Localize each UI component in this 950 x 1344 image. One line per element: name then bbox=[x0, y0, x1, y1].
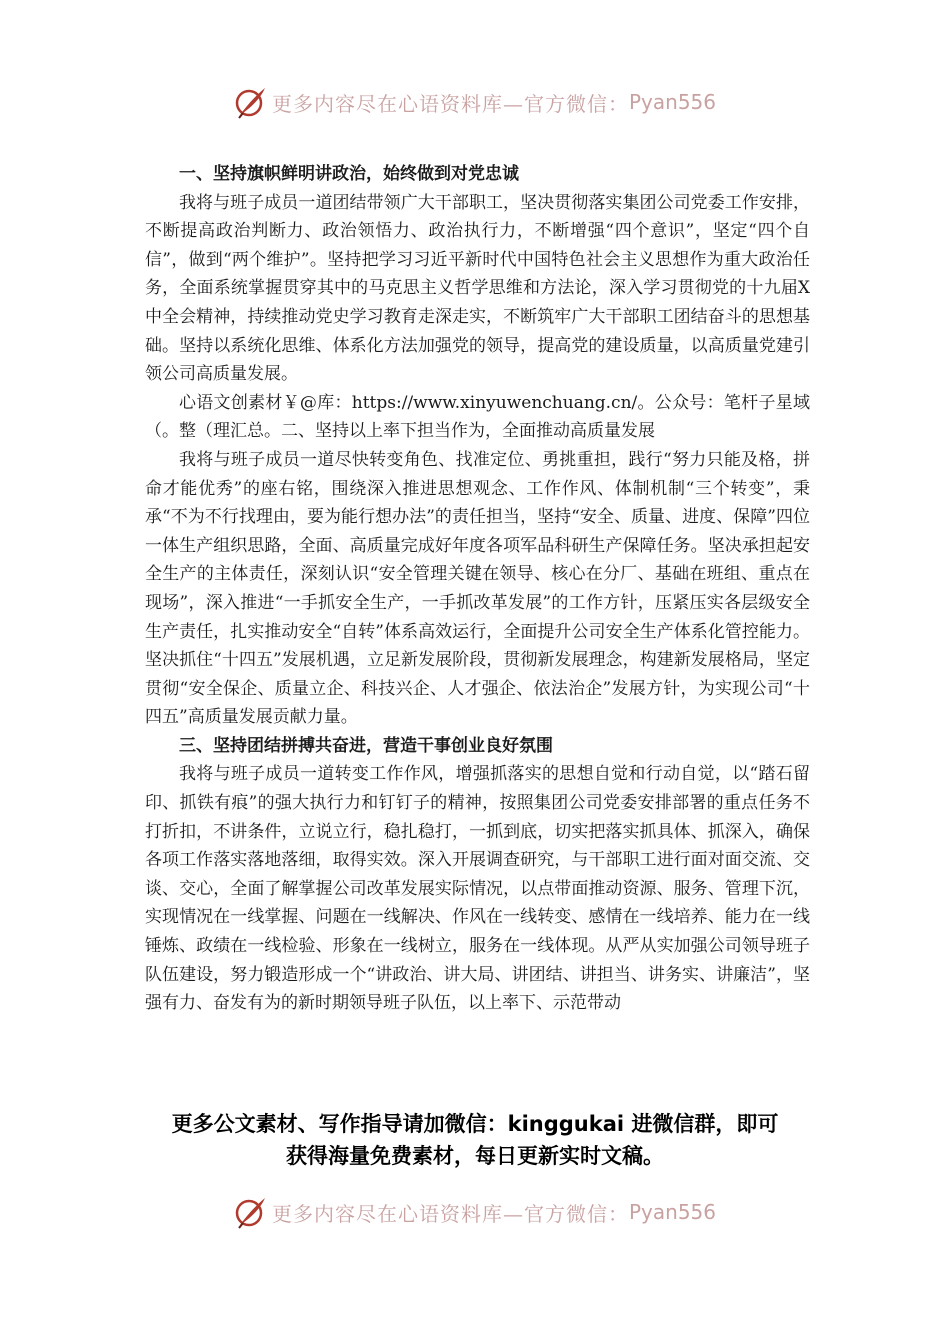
section-heading-1: 一、坚持旗帜鲜明讲政治，始终做到对党忠诚 bbox=[179, 164, 519, 184]
footer-banner bbox=[0, 1192, 950, 1232]
banner-wechat-id: Pyan556 bbox=[628, 1200, 716, 1224]
document-body bbox=[145, 160, 810, 1018]
section-heading-3: 三、坚持团结拼搏共奋进，营造干事创业良好氛围 bbox=[179, 735, 553, 756]
paragraph-4: 我将与班子成员一道转变工作作风，增强抓落实的思想自觉和行动自觉，以“踏石留印、抓铁有痕”的强大执行力和钉钉子的精神，按照集团公司党委安排部署的重点任务不打折扣，不讲条件，立说立行，稳扎稳打，一抓到底，切实把落实抓具体、抓深入，确保各项工作落实落地落细，取得实效。深入开展调查研究，与干部职工进行面对面交流、交谈、交心，全面了解掌握公司改革发展实际情况，以点带面推动资源、服务、管理下沉，实现情况在一线掌握、问题在一线解决、作风在一线转变、感情在一线培养、能力在一线锤炼、政绩在一线检验、形象在一线树立，服务在一线体现。从严从实加强公司领导班子队伍建设，努力锻造形成一个“讲政治、讲大局、讲团结、讲担当、讲务实、讲廉洁”，坚强有力、奋发有为的新时期领导班子队伍，以上率下、示范带动 bbox=[145, 764, 810, 1014]
header-banner bbox=[0, 82, 950, 122]
banner-text: 更多内容尽在心语资料库—官方微信： bbox=[271, 91, 629, 116]
paragraph-2: 心语文创素材￥@库：https://www.xinyuwenchuang.cn/。公众号：笔杆子星域（。整（理汇总。二、坚持以上率下担当作为，全面推动高质量发展 bbox=[145, 392, 810, 442]
paragraph-3: 我将与班子成员一道尽快转变角色、找准定位、勇挑重担，践行“努力只能及格，拼命才能优秀”的座右铭，围绕深入推进思想观念、工作作风、体制机制“三个转变”，秉承“不为不行找理由，要为能行想办法”的责任担当，坚持“安全、质量、进度、保障”四位一体生产组织思路，全面、高质量完成好年度各项军品科研生产保障任务。坚决承担起安全生产的主体责任，深刻认识“安全管理关键在领导、核心在分厂、基础在班组、重点在现场”，深入推进“一手抓安全生产，一手抓改革发展”的工作方针，压紧压实各层级安全生产责任，扎实推动安全“自转”体系高效运行，全面提升公司安全生产体系化管控能力。坚决抓住“十四五”发展机遇，立足新发展阶段，贯彻新发展理念，构建新发展格局，坚定贯彻“安全保企、质量立企、科技兴企、人才强企、依法治企”发展方针，为实现公司“十四五”高质量发展贡献力量。 bbox=[145, 449, 810, 728]
banner-wechat-id: Pyan556 bbox=[628, 90, 716, 114]
paragraph-1: 我将与班子成员一道团结带领广大干部职工，坚决贯彻落实集团公司党委工作安排，不断提高政治判断力、政治领悟力、政治执行力，不断增强“四个意识”，坚定“四个自信”，做到“两个维护”。坚持把学习习近平新时代中国特色社会主义思想作为重大政治任务，全面系统掌握贯穿其中的马克思主义哲学思维和方法论，深入学习贯彻党的十九届Ⅹ中全会精神，持续推动党史学习教育走深走实，不断筑牢广大干部职工团结奋斗的思想基础。坚持以系统化思维、体系化方法加强党的领导，提高党的建设质量，以高质量党建引领公司高质量发展。 bbox=[145, 192, 810, 385]
promo-notice bbox=[0, 1108, 950, 1172]
promo-line-2: 获得海量免费素材，每日更新实时文稿。 bbox=[286, 1144, 664, 1168]
quill-pen-logo-icon bbox=[234, 85, 268, 119]
quill-pen-logo-icon bbox=[234, 1195, 268, 1229]
promo-line-1: 更多公文素材、写作指导请加微信：kinggukai 进微信群，即可 bbox=[171, 1112, 779, 1136]
banner-text: 更多内容尽在心语资料库—官方微信： bbox=[271, 1201, 629, 1226]
